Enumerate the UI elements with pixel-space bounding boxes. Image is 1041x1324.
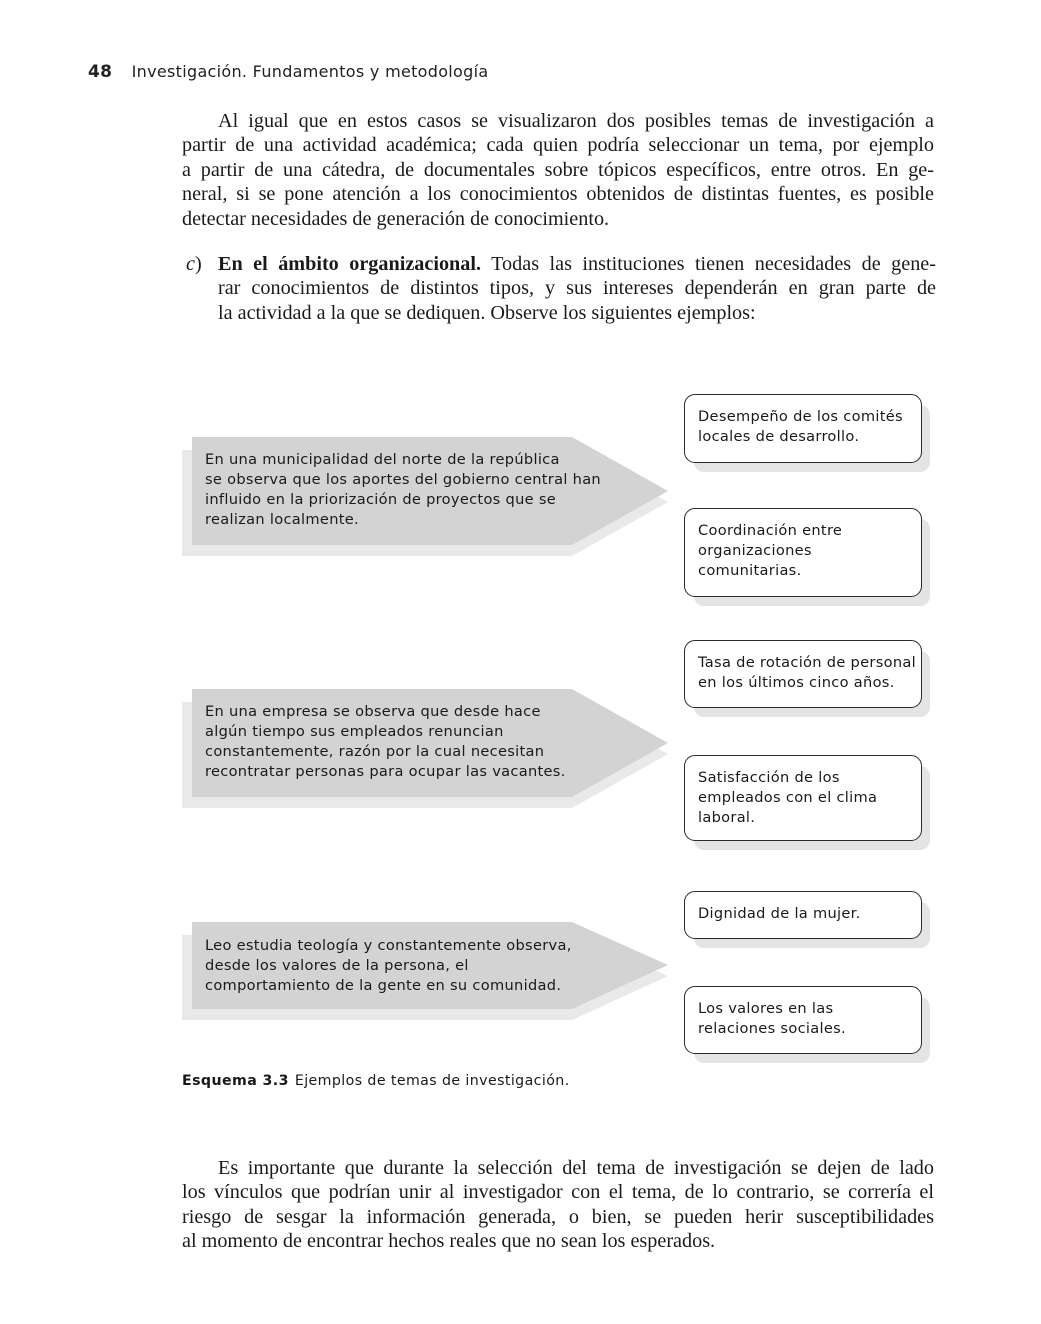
page-number: 48 bbox=[88, 62, 113, 82]
topic-line: Satisfacción de los bbox=[698, 769, 840, 786]
topic-line: relaciones sociales. bbox=[698, 1020, 846, 1037]
topic-line: locales de desarrollo. bbox=[698, 428, 860, 445]
paragraph-line: detectar necesidades de generación de conocimiento. bbox=[182, 207, 610, 230]
situation-line: desde los valores de la persona, el bbox=[205, 957, 469, 974]
list-marker-letter: c bbox=[186, 253, 195, 275]
list-item-heading: En el ámbito organizacional. bbox=[218, 253, 482, 275]
topic-line: laboral. bbox=[698, 809, 756, 826]
topic-line: comunitarias. bbox=[698, 562, 802, 579]
situation-arrow-2 bbox=[180, 688, 680, 813]
paragraph-line: a partir de una cátedra, de documentales sobre tópicos específicos, entre otros. En ge- bbox=[182, 158, 934, 181]
paragraph-line: al momento de encontrar hechos reales que no sean los esperados. bbox=[182, 1230, 716, 1253]
paragraph-line: la actividad a la que se dediquen. Observe los siguientes ejemplos: bbox=[218, 301, 756, 324]
caption-text: Ejemplos de temas de investigación. bbox=[294, 1073, 570, 1089]
situation-text bbox=[205, 702, 625, 782]
situation-line: En una empresa se observa que desde hace bbox=[205, 703, 541, 720]
situation-arrow-3 bbox=[180, 921, 680, 1046]
paragraph-line: Es importante que durante la selección del tema de investigación se dejen de lado bbox=[218, 1157, 934, 1179]
topic-line: en los últimos cinco años. bbox=[698, 674, 895, 691]
paragraph-line: neral, si se pone atención a los conocimientos obtenidos de distintas fuentes, es posible bbox=[182, 183, 934, 206]
situation-line: se observa que los aportes del gobierno central han bbox=[205, 471, 601, 488]
paragraph-line: rar conocimientos de distintos tipos, y sus intereses dependerán en gran parte de bbox=[218, 277, 936, 300]
topic-line: Dignidad de la mujer. bbox=[698, 905, 861, 922]
topic-line: empleados con el clima bbox=[698, 789, 878, 806]
paragraph-line: Al igual que en estos casos se visualizaron dos posibles temas de investigación a bbox=[218, 110, 934, 132]
topic-line: Los valores en las bbox=[698, 1000, 834, 1017]
topic-box bbox=[684, 986, 922, 1054]
topic-line: organizaciones bbox=[698, 542, 812, 559]
situation-arrow-1 bbox=[180, 436, 680, 561]
situation-text bbox=[205, 450, 625, 530]
running-header bbox=[88, 62, 488, 82]
situation-line: influido en la priorización de proyectos que se bbox=[205, 491, 557, 508]
topic-line: Desempeño de los comités bbox=[698, 408, 903, 425]
figure-caption bbox=[182, 1073, 570, 1089]
situation-line: Leo estudia teología y constantemente observa, bbox=[205, 937, 572, 954]
situation-text bbox=[205, 936, 625, 996]
situation-line: algún tiempo sus empleados renuncian bbox=[205, 723, 504, 740]
book-title: Investigación. Fundamentos y metodología bbox=[131, 62, 489, 81]
topic-box bbox=[684, 508, 922, 597]
paragraph-line bbox=[218, 252, 936, 276]
list-marker bbox=[186, 252, 202, 276]
topic-box bbox=[684, 394, 922, 463]
list-marker-paren: ) bbox=[194, 253, 202, 275]
situation-line: En una municipalidad del norte de la república bbox=[205, 451, 560, 468]
topic-box bbox=[684, 755, 922, 841]
intro-paragraph bbox=[182, 109, 934, 231]
topic-box bbox=[684, 891, 922, 939]
closing-paragraph bbox=[182, 1156, 934, 1254]
caption-label: Esquema 3.3 bbox=[182, 1073, 289, 1089]
situation-line: comportamiento de la gente en su comunidad. bbox=[205, 977, 562, 994]
paragraph-line: partir de una actividad académica; cada quien podría seleccionar un tema, por ejemplo bbox=[182, 134, 934, 157]
list-item-body bbox=[218, 252, 936, 325]
list-item-text: Todas las instituciones tienen necesidades de gene- bbox=[481, 253, 936, 275]
paragraph-line: los vínculos que podrían unir al investigador con el tema, de lo contrario, se correría el bbox=[182, 1181, 934, 1204]
situation-line: constantemente, razón por la cual necesitan bbox=[205, 743, 545, 760]
topic-line: Coordinación entre bbox=[698, 522, 843, 539]
situation-line: recontratar personas para ocupar las vacantes. bbox=[205, 763, 566, 780]
topic-line: Tasa de rotación de personal bbox=[698, 654, 916, 671]
situation-line: realizan localmente. bbox=[205, 511, 359, 528]
topic-box bbox=[684, 640, 922, 708]
paragraph-line: riesgo de sesgar la información generada, o bien, se pueden herir susceptibilidades bbox=[182, 1205, 934, 1228]
